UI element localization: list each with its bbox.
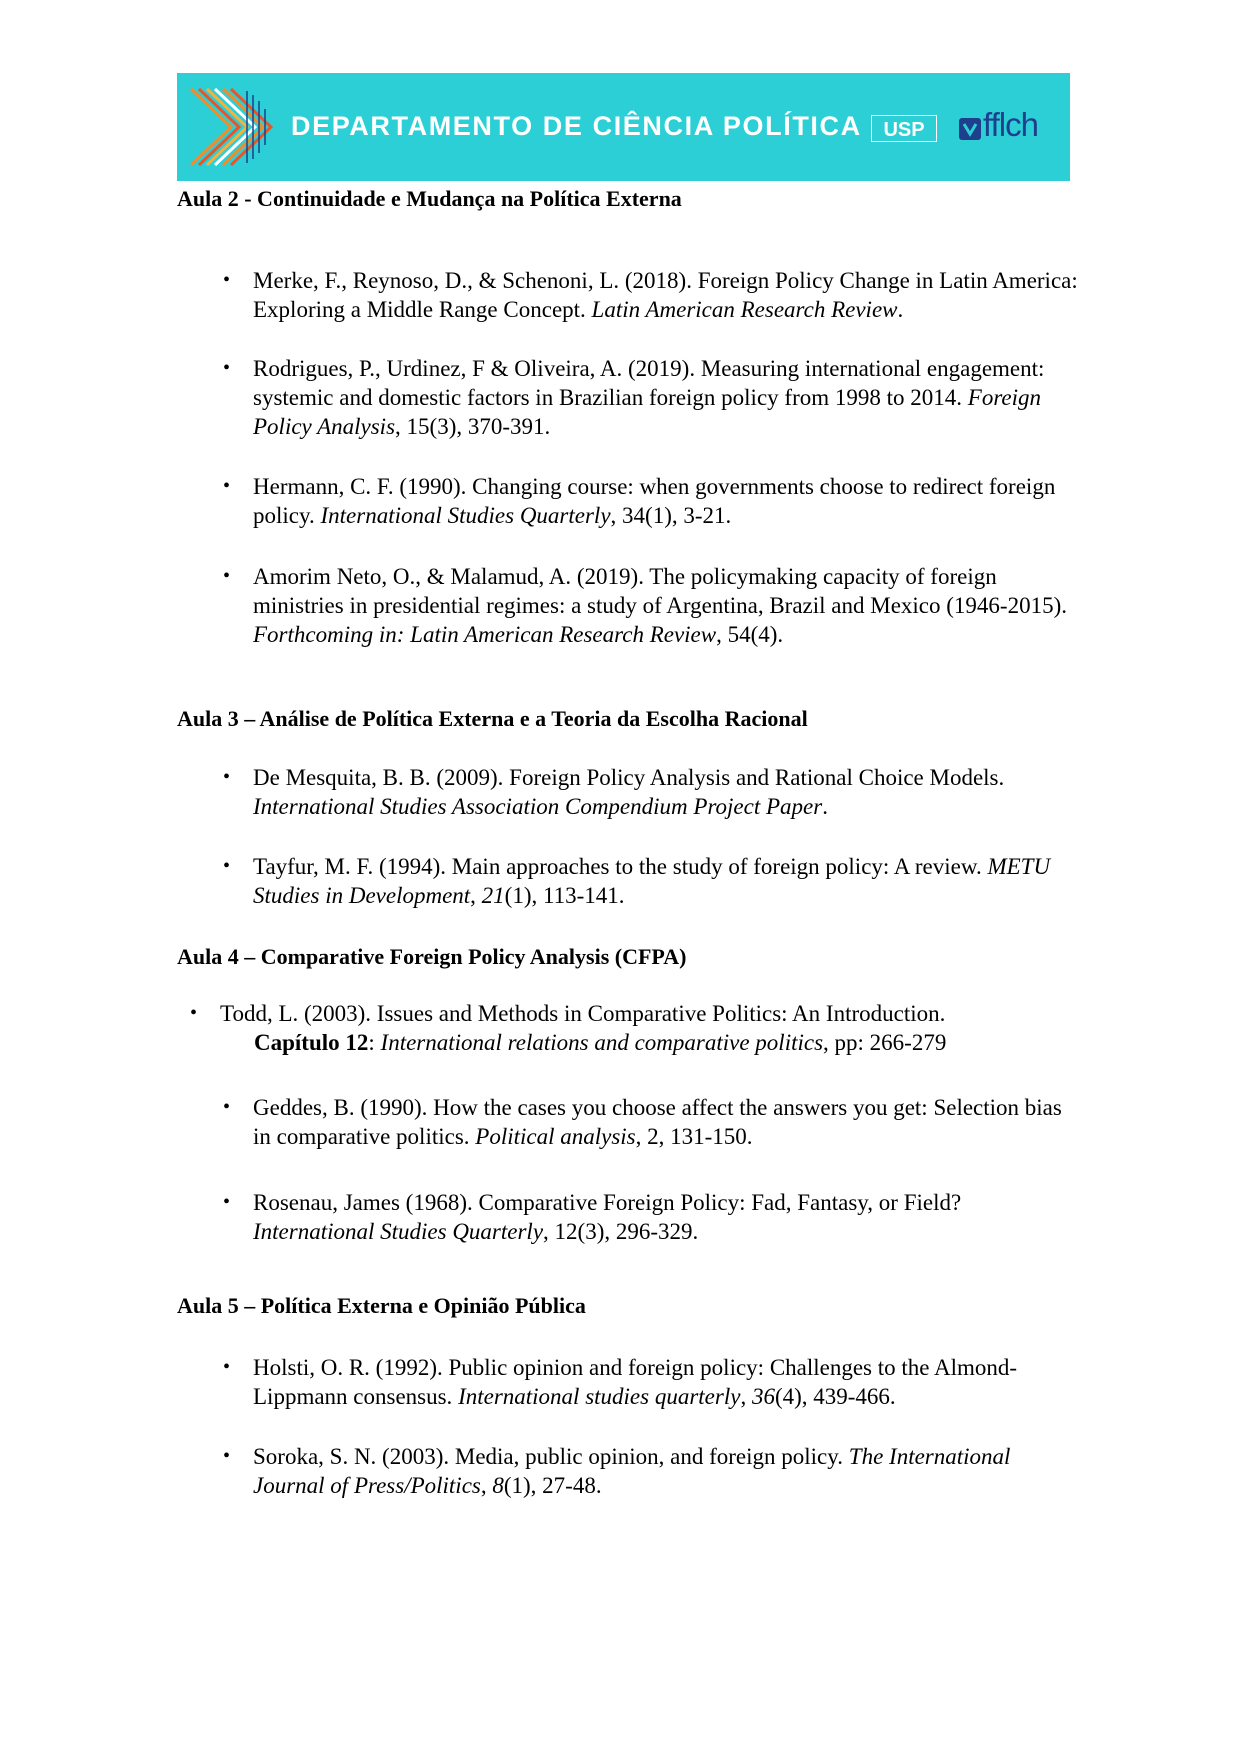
usp-logo-icon xyxy=(871,115,937,142)
aula-5-heading: Aula 5 – Política Externa e Opinião Pública xyxy=(177,1293,586,1318)
aula-2-heading: Aula 2 - Continuidade e Mudança na Política Externa xyxy=(177,186,682,211)
department-logo-icon xyxy=(187,85,273,169)
usp-logo-text: USP xyxy=(883,119,925,141)
bullet-icon: • xyxy=(223,269,231,291)
reference-item: • Rodrigues, P., Urdinez, F & Oliveira, A. (2019). Measuring international engagement: systemic and domestic factors in Brazilian foreign policy from 1998 to 2014. Foreign Policy Analysis, 15(3), 370-391. xyxy=(223,356,1045,439)
aula-4-heading: Aula 4 – Comparative Foreign Policy Analysis (CFPA) xyxy=(177,944,687,969)
department-banner xyxy=(177,73,1070,181)
bullet-icon: • xyxy=(223,855,231,877)
bullet-icon: • xyxy=(223,1445,231,1467)
department-title: DEPARTAMENTO DE CIÊNCIA POLÍTICA xyxy=(291,111,862,141)
reference-item: • Tayfur, M. F. (1994). Main approaches to the study of foreign policy: A review. METU Studies in Development, 21(1), 113-141. xyxy=(223,854,1051,908)
reference-item: • Rosenau, James (1968). Comparative Foreign Policy: Fad, Fantasy, or Field? International Studies Quarterly, 12(3), 296-329. xyxy=(223,1190,962,1244)
aula-3-heading: Aula 3 – Análise de Política Externa e a Teoria da Escolha Racional xyxy=(177,706,808,731)
bullet-icon: • xyxy=(223,1356,231,1378)
bullet-icon: • xyxy=(223,357,231,379)
reference-item: • Hermann, C. F. (1990). Changing course: when governments choose to redirect foreign policy. International Studies Quarterly, 34(1), 3-21. xyxy=(223,474,1056,528)
reference-item: • De Mesquita, B. B. (2009). Foreign Policy Analysis and Rational Choice Models. International Studies Association Compendium Project Paper. xyxy=(223,765,1005,819)
bullet-icon: • xyxy=(223,565,231,587)
bullet-icon: • xyxy=(223,1096,231,1118)
reference-item: • Todd, L. (2003). Issues and Methods in Comparative Politics: An Introduction. Capítulo 12: International relations and comparative politics, pp: 266-279 xyxy=(190,1001,947,1055)
fflch-emblem-icon xyxy=(957,114,983,143)
bullet-icon: • xyxy=(223,475,231,497)
fflch-logo-text: fflch xyxy=(983,106,1038,143)
reference-item: • Merke, F., Reynoso, D., & Schenoni, L. (2018). Foreign Policy Change in Latin America: Exploring a Middle Range Concept. Latin American Research Review. xyxy=(223,268,1078,322)
bullet-icon: • xyxy=(190,1002,198,1024)
reference-item: • Soroka, S. N. (2003). Media, public opinion, and foreign policy. The International Journal of Press/Politics, 8(1), 27-48. xyxy=(223,1444,1011,1498)
reference-item: • Geddes, B. (1990). How the cases you choose affect the answers you get: Selection bias in comparative politics. Political analysis, 2, 131-150. xyxy=(223,1095,1062,1149)
reference-item: • Amorim Neto, O., & Malamud, A. (2019). The policymaking capacity of foreign ministries in presidential regimes: a study of Argentina, Brazil and Mexico (1946-2015). Forthcoming in: Latin American Research Review, 54(4). xyxy=(223,564,1067,647)
bullet-icon: • xyxy=(223,766,231,788)
bullet-icon: • xyxy=(223,1191,231,1213)
reference-item: • Holsti, O. R. (1992). Public opinion and foreign policy: Challenges to the Almond-Lippmann consensus. International studies quarterly, 36(4), 439-466. xyxy=(223,1355,1018,1409)
